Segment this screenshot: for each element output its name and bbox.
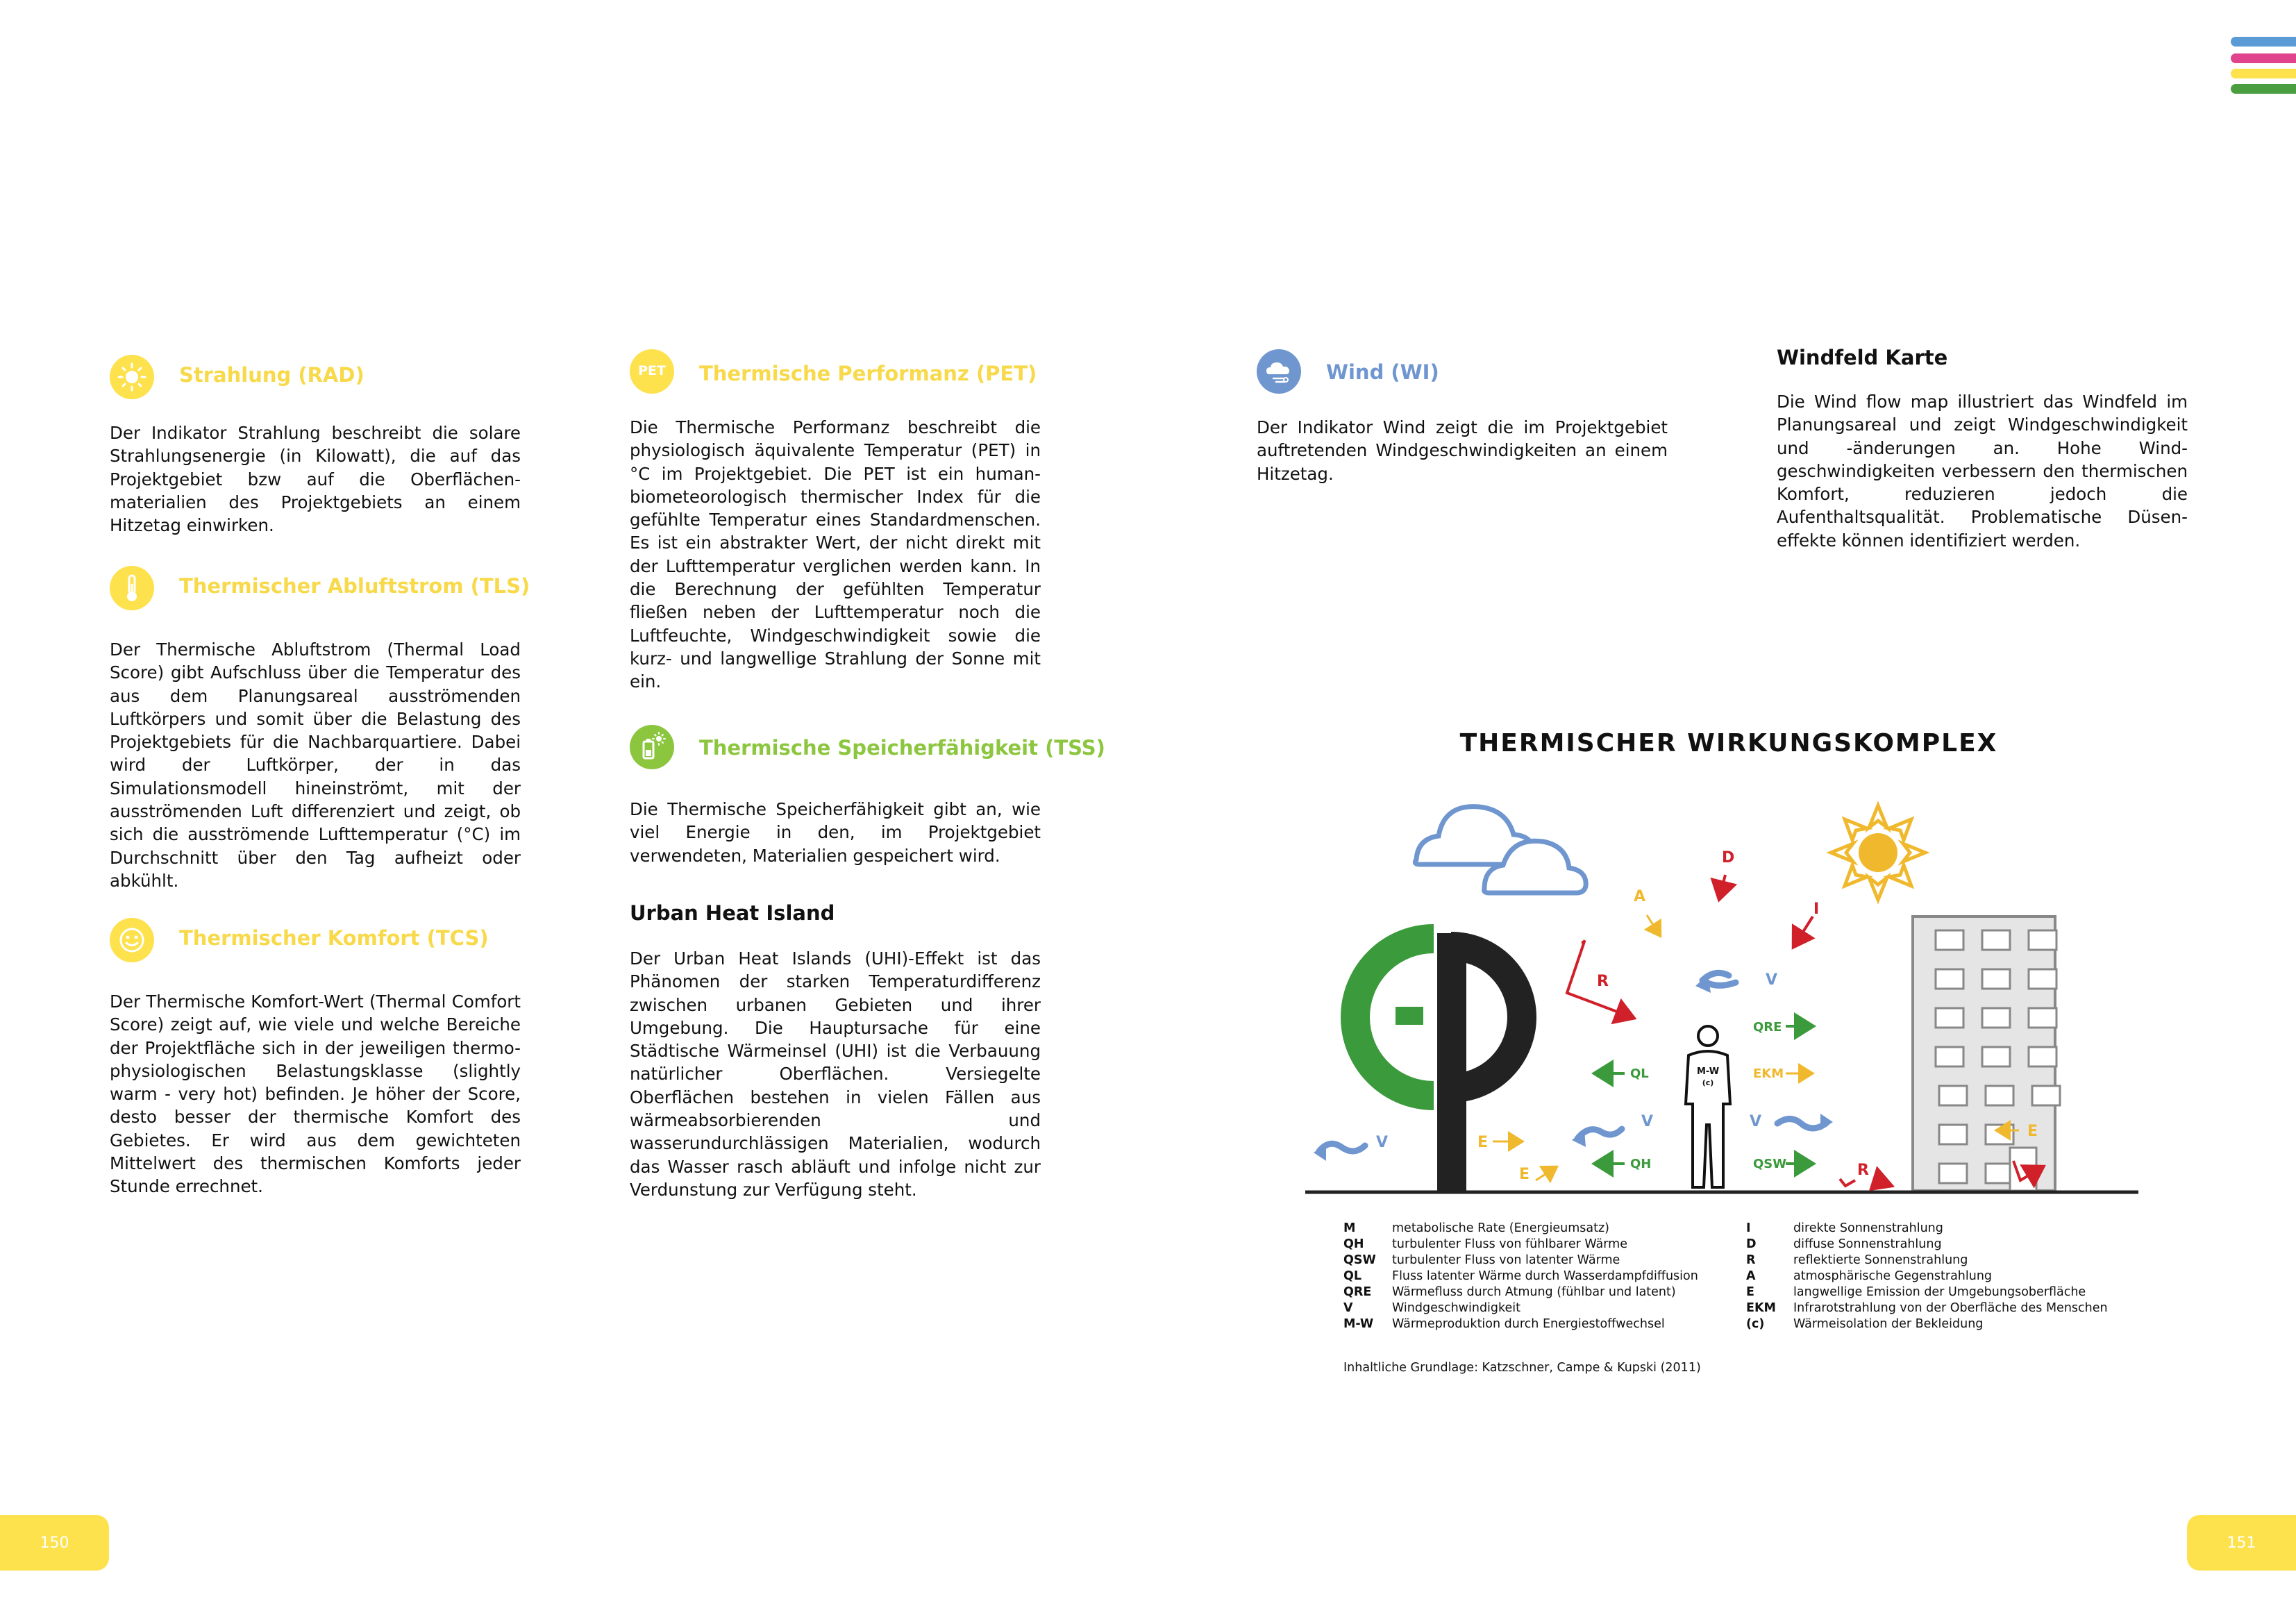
- section-text: Der Thermische Komfort-Wert (Thermal Comfort Score) zeigt auf, wie viele und welche Bereiche der Projektfläche sich in der jeweiligen thermo-physiologischen Belastungsklasse (slightly warm - very hot) befinden. Je höher der Score, desto besser der thermische Komfort des Gebietes. Er wird aus dem gewichteten Mittelwert des thermischen Komforts jeder Stunde errechnet.: [110, 991, 521, 1197]
- legend-description: metabolische Rate (Energieumsatz): [1392, 1221, 1610, 1235]
- thermal-complex-diagram: [1291, 778, 2152, 1208]
- label-v-2: V: [1766, 971, 1778, 989]
- section-title: Strahlung (RAD): [179, 363, 364, 387]
- building-window: [2029, 1047, 2056, 1066]
- legend-row: [1343, 1284, 1698, 1300]
- person-illustration: [1686, 1026, 1730, 1187]
- legend-symbol: D: [1746, 1237, 1757, 1251]
- legend-left: [1343, 1221, 1698, 1332]
- legend-row: [1746, 1316, 2108, 1332]
- building-window: [2032, 1086, 2060, 1105]
- label-d: D: [1722, 849, 1735, 867]
- legend-row: [1746, 1284, 2108, 1300]
- section-tls: [110, 566, 530, 892]
- legend-description: turbulenter Fluss von fühlbarer Wärme: [1392, 1237, 1627, 1251]
- building-window: [2029, 969, 2056, 989]
- arrow-a: [1647, 915, 1659, 935]
- label-a: A: [1634, 888, 1646, 905]
- section-text: Der Indikator Wind zeigt die im Projektgebiet auftretenden Windgeschwindigkeiten an einem Hitzetag.: [1257, 417, 1668, 484]
- legend-symbol: M-W: [1343, 1317, 1374, 1331]
- legend-description: reflektierte Sonnenstrahlung: [1793, 1253, 1968, 1267]
- label-e-3: E: [2027, 1123, 2038, 1140]
- legend-row: [1746, 1300, 2108, 1316]
- legend-symbol: A: [1746, 1269, 1756, 1283]
- building-window: [2029, 930, 2056, 950]
- section-title: Windfeld Karte: [1777, 346, 1948, 369]
- battery-sun-icon: [630, 725, 674, 769]
- legend-description: diffuse Sonnenstrahlung: [1793, 1237, 1942, 1251]
- legend-right: [1746, 1221, 2108, 1332]
- label-qre: QRE: [1753, 1020, 1782, 1035]
- legend-row: [1746, 1221, 2108, 1237]
- building-window: [1982, 930, 2010, 950]
- legend-symbol: R: [1746, 1253, 1756, 1267]
- building-window: [1939, 1086, 1967, 1105]
- building-window: [1936, 1047, 1963, 1066]
- legend-row: [1746, 1269, 2108, 1284]
- legend-symbol: (c): [1746, 1317, 1765, 1331]
- legend-symbol: E: [1746, 1285, 1754, 1299]
- wind-arrow-head-4: [1820, 1114, 1833, 1130]
- section-pet: [630, 349, 1041, 694]
- wind-arrow-4: [1777, 1119, 1826, 1129]
- section-title: Wind (WI): [1326, 360, 1439, 384]
- building-window: [1939, 1164, 1967, 1183]
- section-title: Thermischer Abluftstrom (TLS): [179, 574, 530, 598]
- page-number-right: 151: [2187, 1515, 2296, 1571]
- label-e-1: E: [1477, 1134, 1489, 1151]
- legend-description: atmosphärische Gegenstrahlung: [1793, 1269, 1993, 1283]
- arrow-i: [1795, 916, 1813, 945]
- legend-description: Wärmefluss durch Atmung (fühlbar und latent): [1392, 1285, 1676, 1299]
- section-text: Der Thermische Abluftstrom (Thermal Load Score) gibt Aufschluss über die Temperatur des aus dem Planungsareal ausströmenden Luftkörpers und somit über die Belastung des Projektgebiets für die Nachbarquartiere. Dabei wird der Luftkörper, der in das Simulationsmodell hineinströmt, mit der ausströmenden Luft differenziert und zeigt, ob sich die ausströmende Lufttemperatur (°C) im Durchschnitt über den Tag aufheizt oder abkühlt.: [110, 639, 521, 891]
- smiley-icon: [110, 918, 154, 962]
- wind-cloud-icon: [1257, 349, 1301, 394]
- stripe-blue: [2231, 37, 2296, 47]
- arrow-r-4: [1873, 1179, 1883, 1187]
- building-window: [1986, 1125, 2013, 1144]
- label-r: R: [1597, 973, 1609, 990]
- legend-description: langwellige Emission der Umgebungsoberfläche: [1793, 1285, 2086, 1299]
- legend-description: Infrarotstrahlung von der Oberfläche des Menschen: [1793, 1301, 2108, 1315]
- label-v-1: V: [1376, 1134, 1389, 1151]
- arrow-e-2: [1536, 1168, 1555, 1180]
- section-text: Der Indikator Strahlung beschreibt die solare Strahlungsenergie (in Kilowatt), die auf das Projektgebiet bzw auf die Oberflächen-materialien des Projektgebiets an einem Hitzetag einwirken.: [110, 423, 521, 536]
- building-window: [1939, 1125, 1967, 1144]
- label-ql: QL: [1630, 1066, 1649, 1081]
- sun-icon: [110, 355, 154, 399]
- section-tss: [630, 725, 1105, 867]
- legend-description: turbulenter Fluss von latenter Wärme: [1392, 1253, 1620, 1267]
- section-text: Die Thermische Speicherfähigkeit gibt an, wie viel Energie in den, im Projektgebiet verwendeten, Materialien gespeichert wird.: [630, 799, 1041, 866]
- diagram-title: THERMISCHER WIRKUNGSKOMPLEX: [1459, 729, 1998, 757]
- legend-symbol: M: [1343, 1221, 1356, 1235]
- label-i: I: [1813, 901, 1820, 918]
- legend-row: [1343, 1237, 1698, 1253]
- thermometer-icon: [110, 566, 154, 610]
- sun-illustration: [1831, 805, 1925, 900]
- section-title: Thermische Speicherfähigkeit (TSS): [699, 736, 1105, 760]
- section-uhi: [630, 901, 1041, 1201]
- section-title: Urban Heat Island: [630, 901, 835, 925]
- label-ekm: EKM: [1753, 1066, 1784, 1081]
- section-tcs: [110, 918, 521, 1198]
- legend-row: [1343, 1316, 1698, 1332]
- section-wi: [1257, 349, 1668, 485]
- building-window: [1936, 1008, 1963, 1028]
- legend-description: Windgeschwindigkeit: [1392, 1301, 1521, 1315]
- legend-description: Fluss latenter Wärme durch Wasserdampfdiffusion: [1392, 1269, 1698, 1283]
- section-text: Die Thermische Performanz beschreibt die physiologisch äquivalente Temperatur (PET) in °C im Projektgebiet. Die PET ist ein human-biometeorologisch thermischer Index für die gefühlte Temperatur eines Standardmenschen. Es ist ein abstrakter Wert, der nicht direkt mit der Lufttemperatur verglichen werden kann. In die Berechnung der gefühlten Temperatur fließen neben der Lufttemperatur noch die Luftfeuchte, Windgeschwindigkeit sowie die kurz- und langwellige Strahlung der Sonne mit ein.: [630, 417, 1041, 692]
- label-v-4: V: [1750, 1113, 1762, 1130]
- label-mw: M-W: [1696, 1066, 1720, 1077]
- label-v-3: V: [1641, 1113, 1654, 1130]
- arrow-d: [1720, 875, 1725, 897]
- pet-icon: [630, 349, 674, 394]
- building-window: [2029, 1008, 2056, 1028]
- pet-icon-label: PET: [638, 363, 666, 378]
- logo-illustration: [1355, 933, 1522, 1191]
- arrow-r-3: [1840, 1179, 1855, 1186]
- source-note: Inhaltliche Grundlage: Katzschner, Campe & Kupski (2011): [1343, 1361, 1701, 1375]
- legend-symbol: EKM: [1746, 1301, 1776, 1315]
- legend-description: Wärmeproduktion durch Energiestoffwechsel: [1392, 1317, 1665, 1331]
- legend-symbol: QRE: [1343, 1285, 1372, 1299]
- building-window: [1936, 930, 1963, 950]
- section-windfeld: [1777, 346, 2188, 552]
- stripe-green: [2231, 84, 2296, 94]
- legend-row: [1343, 1253, 1698, 1269]
- stripe-yellow: [2231, 69, 2296, 78]
- building-door: [2010, 1148, 2036, 1191]
- building-window: [1936, 969, 1963, 989]
- section-title: Thermischer Komfort (TCS): [179, 926, 489, 950]
- section-text: Die Wind flow map illustriert das Windfeld im Planungsareal und zeigt Windgeschwindigkeit und -änderungen an. Hohe Wind-geschwindigkeiten verbessern den thermischen Komfort, reduzieren jedoch die Aufenthaltsqualität. Problematische Düsen-effekte können identifiziert werden.: [1777, 392, 2188, 551]
- legend-symbol: QL: [1343, 1269, 1362, 1283]
- legend-symbol: QH: [1343, 1237, 1364, 1251]
- legend-row: [1343, 1300, 1698, 1316]
- legend-description: direkte Sonnenstrahlung: [1793, 1221, 1943, 1235]
- building-window: [1982, 969, 2010, 989]
- section-rad: [110, 355, 521, 537]
- label-e-2: E: [1519, 1166, 1530, 1183]
- page-number-left: 150: [0, 1515, 109, 1571]
- legend-symbol: V: [1343, 1301, 1353, 1315]
- building-window: [1982, 1047, 2010, 1066]
- label-r-2: R: [1857, 1162, 1869, 1179]
- stripe-pink: [2231, 53, 2296, 63]
- legend-row: [1746, 1237, 2108, 1253]
- legend-row: [1746, 1253, 2108, 1269]
- label-qh: QH: [1630, 1157, 1652, 1171]
- building-window: [1986, 1086, 2013, 1105]
- building-window: [1982, 1008, 2010, 1028]
- legend-symbol: QSW: [1343, 1253, 1376, 1267]
- legend-row: [1343, 1269, 1698, 1284]
- label-qsw: QSW: [1753, 1157, 1787, 1171]
- legend-row: [1343, 1221, 1698, 1237]
- label-c: (c): [1702, 1078, 1714, 1087]
- legend-symbol: I: [1746, 1221, 1751, 1235]
- section-title: Thermische Performanz (PET): [699, 362, 1037, 385]
- legend-description: Wärmeisolation der Bekleidung: [1793, 1317, 1984, 1331]
- section-text: Der Urban Heat Islands (UHI)-Effekt ist das Phänomen der starken Temperaturdifferenz zwischen urbanen Gebieten und ihrer Umgebung. Die Hauptursache für eine Städtische Wärmeinsel (UHI) ist die Verbauung natürlicher Oberflächen. Versiegelte Oberflächen bestehen in vielen Fällen aus wärmeabsorbierenden und wasserundurchlässigen Materialien, wodurch das Wasser rasch abläuft und infolge nicht zur Verdunstung zur Verfügung steht.: [630, 948, 1041, 1200]
